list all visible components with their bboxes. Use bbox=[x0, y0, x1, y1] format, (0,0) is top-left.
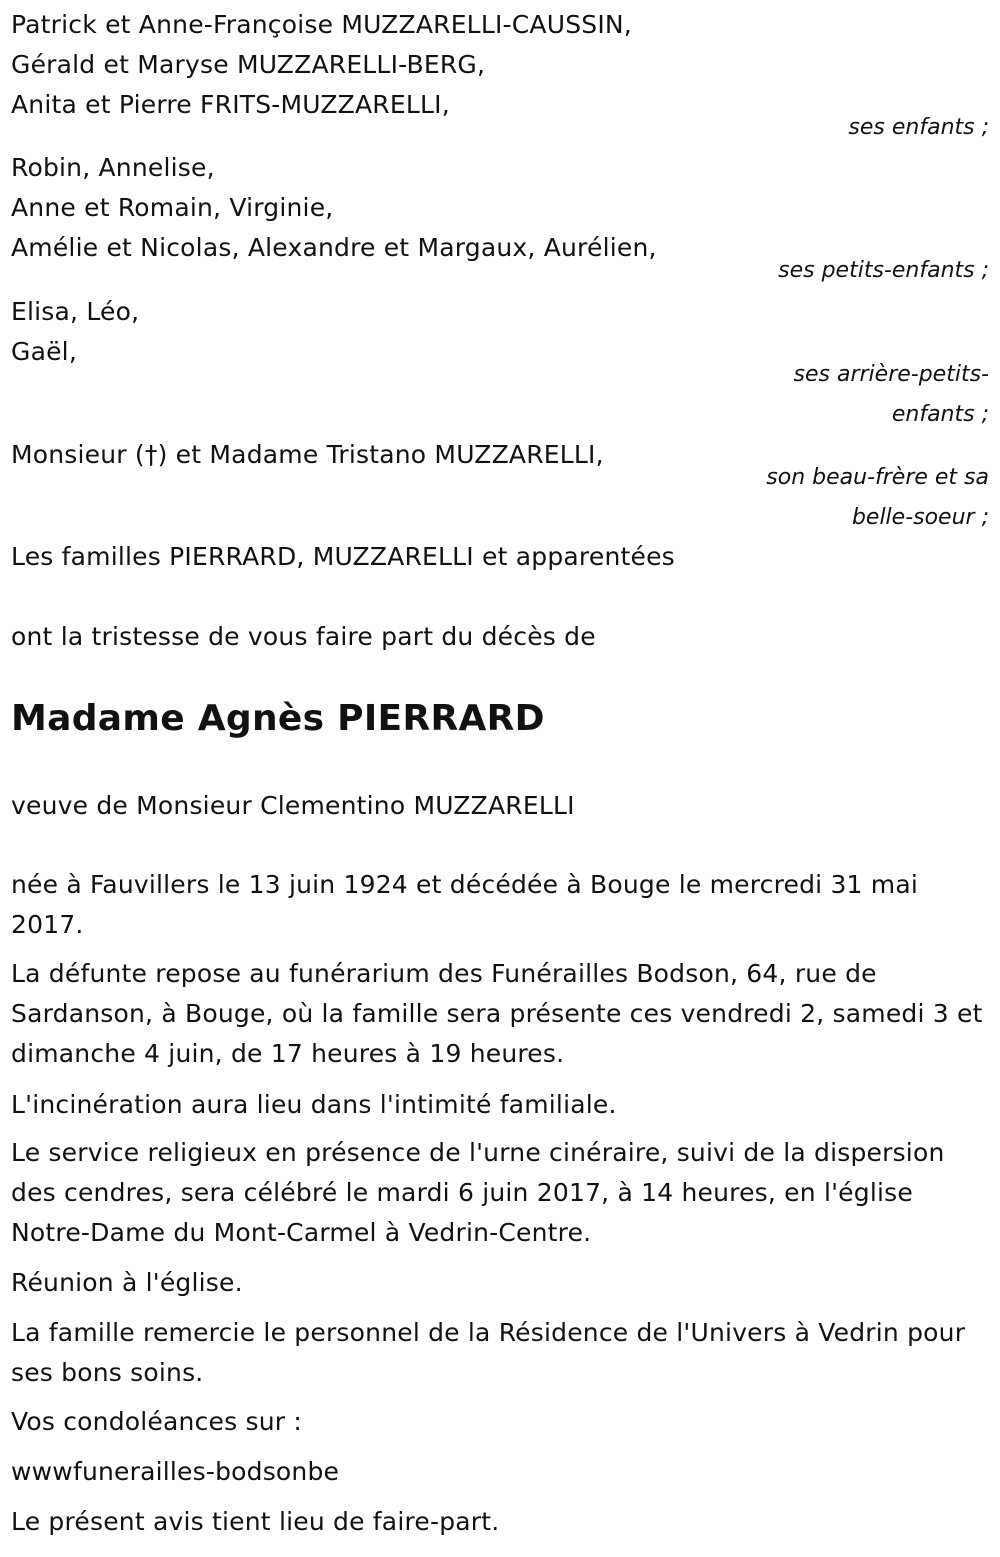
great-grandchild-line: Gaël, bbox=[11, 337, 77, 366]
announcement-line: ont la tristesse de vous faire part du décès de bbox=[11, 622, 596, 651]
great-grandchildren-role-line2: enfants ; bbox=[891, 402, 989, 427]
grandchild-line: Robin, Annelise, bbox=[11, 153, 215, 182]
child-line: Gérald et Maryse MUZZARELLI-BERG, bbox=[11, 50, 486, 79]
in-laws-line: Monsieur (†) et Madame Tristano MUZZARELLI, bbox=[11, 440, 604, 469]
children-block bbox=[11, 5, 991, 125]
grandchildren-role: ses petits-enfants ; bbox=[778, 258, 989, 283]
widow-of-line: veuve de Monsieur Clementino MUZZARELLI bbox=[11, 791, 575, 820]
child-line: Patrick et Anne-Françoise MUZZARELLI-CAUSSIN, bbox=[11, 10, 632, 39]
families-line: Les familles PIERRARD, MUZZARELLI et apparentées bbox=[11, 542, 675, 571]
grandchild-line: Amélie et Nicolas, Alexandre et Margaux, Aurélien, bbox=[11, 233, 657, 262]
condolences-website: wwwfunerailles-bodsonbe bbox=[11, 1457, 340, 1486]
incineration-paragraph: L'incinération aura lieu dans l'intimité familiale. bbox=[11, 1090, 617, 1119]
reunion-paragraph: Réunion à l'église. bbox=[11, 1268, 243, 1297]
condolences-label: Vos condoléances sur : bbox=[11, 1407, 302, 1436]
thanks-paragraph: La famille remercie le personnel de la Résidence de l'Univers à Vedrin pour ses bons soins. bbox=[11, 1318, 966, 1387]
child-line: Anita et Pierre FRITS-MUZZARELLI, bbox=[11, 90, 450, 119]
faire-part-note: Le présent avis tient lieu de faire-part. bbox=[11, 1507, 500, 1536]
grandchild-line: Anne et Romain, Virginie, bbox=[11, 193, 334, 222]
service-paragraph: Le service religieux en présence de l'urne cinéraire, suivi de la dispersion des cendres, sera célébré le mardi 6 juin 2017, à 14 heures, en l'église Notre-Dame du Mont-Carmel à Vedrin-Centre. bbox=[11, 1138, 945, 1247]
grandchildren-block bbox=[11, 148, 991, 268]
birth-death-paragraph: née à Fauvillers le 13 juin 1924 et décédée à Bouge le mercredi 31 mai 2017. bbox=[11, 870, 919, 939]
great-grandchild-line: Elisa, Léo, bbox=[11, 297, 140, 326]
funerarium-paragraph: La défunte repose au funérarium des Funérailles Bodson, 64, rue de Sardanson, à Bouge, où la famille sera présente ces vendredi 2, samedi 3 et dimanche 4 juin, de 17 heures à 19 heures. bbox=[11, 959, 983, 1068]
great-grandchildren-role-line1: ses arrière-petits- bbox=[793, 362, 989, 387]
in-laws-role-line2: belle-soeur ; bbox=[851, 505, 989, 530]
deceased-name: Madame Agnès PIERRARD bbox=[11, 698, 545, 739]
in-laws-role-line1: son beau-frère et sa bbox=[766, 465, 989, 490]
children-role: ses enfants ; bbox=[848, 115, 989, 140]
